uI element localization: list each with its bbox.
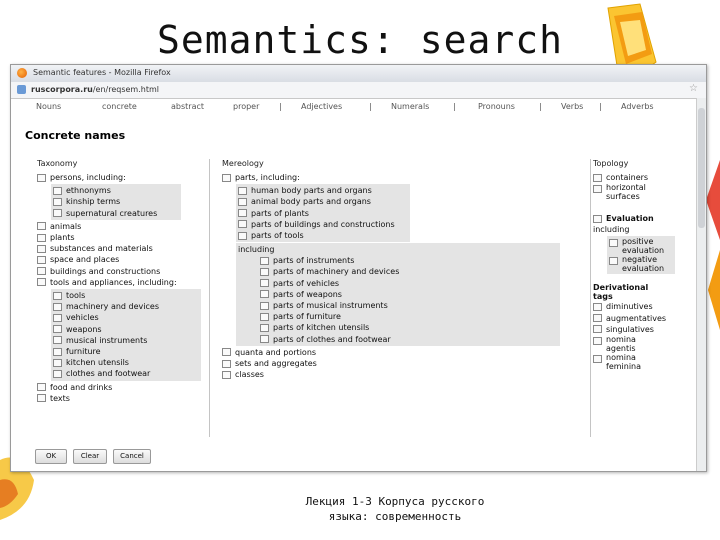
checkbox-furniture[interactable]: furniture	[53, 346, 199, 357]
mereology-column	[222, 159, 591, 437]
topology-title: Topology	[593, 159, 629, 168]
checkbox-positive-evaluation[interactable]: positive evaluation	[609, 237, 673, 255]
checkbox-weapons[interactable]: weapons	[53, 324, 199, 335]
checkbox-augmentatives[interactable]: augmentatives	[593, 313, 693, 324]
window-title: Semantic features - Mozilla Firefox	[33, 68, 171, 77]
checkbox-parts-vehicles[interactable]: parts of vehicles	[260, 278, 558, 289]
checkbox-parts-instruments[interactable]: parts of instruments	[260, 255, 558, 266]
checkbox-tools-appliances[interactable]: tools and appliances, including:	[37, 277, 209, 288]
checkbox-negative-evaluation[interactable]: negative evaluation	[609, 255, 673, 273]
checkbox-parts-musical[interactable]: parts of musical instruments	[260, 300, 558, 311]
checkbox-containers[interactable]: containers	[593, 172, 693, 183]
checkbox-parts-plants[interactable]: parts of plants	[238, 208, 408, 219]
checkbox-plants[interactable]: plants	[37, 232, 209, 243]
checkbox-nomina-feminina[interactable]: nomina feminina	[593, 353, 693, 371]
nav-adverbs[interactable]: Adverbs	[621, 102, 654, 111]
checkbox-supernatural-creatures[interactable]: supernatural creatures	[53, 208, 179, 219]
topology-column	[593, 159, 693, 437]
nav-abstract[interactable]: abstract	[171, 102, 205, 111]
checkbox-kitchen-utensils[interactable]: kitchen utensils	[53, 357, 199, 368]
checkbox-space-places[interactable]: space and places	[37, 254, 209, 265]
checkbox-nomina-agentis[interactable]: nomina agentis	[593, 335, 693, 353]
including-label: including	[238, 245, 275, 255]
slide-footer	[270, 494, 520, 524]
nav-verbs[interactable]: Verbs	[561, 102, 584, 111]
checkbox-persons[interactable]: persons, including:	[37, 172, 209, 183]
evaluation-including-label: including	[593, 225, 630, 235]
cancel-button[interactable]: Cancel	[113, 449, 151, 464]
checkbox-parts-tools[interactable]: parts of tools	[238, 230, 408, 241]
nav-separator: |	[539, 102, 542, 111]
bookmark-star-icon[interactable]: ☆	[689, 83, 698, 94]
checkbox-animal-body-parts[interactable]: animal body parts and organs	[238, 196, 408, 207]
checkbox-classes[interactable]: classes	[222, 369, 590, 380]
checkbox-diminutives[interactable]: diminutives	[593, 301, 693, 312]
url-domain[interactable]: ruscorpora.ru	[31, 85, 93, 94]
including-subgroup	[236, 243, 560, 346]
nav-separator: |	[369, 102, 372, 111]
address-bar[interactable]	[11, 82, 706, 99]
checkbox-machinery[interactable]: machinery and devices	[53, 301, 199, 312]
checkbox-substances[interactable]: substances and materials	[37, 243, 209, 254]
persons-subgroup	[51, 184, 181, 220]
nav-pronouns[interactable]: Pronouns	[478, 102, 515, 111]
nav-separator: |	[599, 102, 602, 111]
checkbox-parts-weapons[interactable]: parts of weapons	[260, 289, 558, 300]
checkbox-kinship-terms[interactable]: kinship terms	[53, 196, 179, 207]
checkbox-human-body-parts[interactable]: human body parts and organs	[238, 185, 408, 196]
parts-subgroup	[236, 184, 410, 242]
browser-titlebar	[11, 65, 706, 83]
nav-concrete[interactable]: concrete	[102, 102, 137, 111]
checkbox-parts-furniture[interactable]: parts of furniture	[260, 311, 558, 322]
browser-window	[10, 64, 707, 472]
nav-numerals[interactable]: Numerals	[391, 102, 430, 111]
checkbox-vehicles[interactable]: vehicles	[53, 312, 199, 323]
mereology-title: Mereology	[222, 159, 264, 168]
checkbox-horizontal-surfaces[interactable]: horizontal surfaces	[593, 183, 693, 201]
checkbox-sets[interactable]: sets and aggregates	[222, 358, 590, 369]
checkbox-clothes-footwear[interactable]: clothes and footwear	[53, 368, 199, 379]
nav-nouns[interactable]: Nouns	[36, 102, 62, 111]
derivational-tags-title: Derivational tags	[593, 283, 649, 302]
checkbox-parts-machinery[interactable]: parts of machinery and devices	[260, 266, 558, 277]
checkbox-food-drinks[interactable]: food and drinks	[37, 382, 209, 393]
url-path[interactable]: /en/reqsem.html	[92, 85, 159, 94]
slide-title: Semantics: search	[157, 18, 563, 62]
checkbox-texts[interactable]: texts	[37, 393, 209, 404]
footer-line-1: Лекция 1-3 Корпуса русского	[305, 495, 485, 508]
site-icon	[17, 85, 26, 94]
clear-button[interactable]: Clear	[73, 449, 107, 464]
nav-adjectives[interactable]: Adjectives	[301, 102, 343, 111]
checkbox-tools[interactable]: tools	[53, 290, 199, 301]
scrollbar[interactable]	[696, 98, 706, 471]
footer-line-2: языка: современность	[328, 510, 462, 523]
nav-separator: |	[279, 102, 282, 111]
checkbox-quanta[interactable]: quanta and portions	[222, 347, 590, 358]
evaluation-subgroup	[607, 236, 675, 274]
checkbox-animals[interactable]: animals	[37, 221, 209, 232]
checkbox-musical-instruments[interactable]: musical instruments	[53, 335, 199, 346]
checkbox-ethnonyms[interactable]: ethnonyms	[53, 185, 179, 196]
checkbox-parts[interactable]: parts, including:	[222, 172, 590, 183]
category-nav	[11, 100, 706, 114]
checkbox-parts-buildings[interactable]: parts of buildings and constructions	[238, 219, 408, 230]
checkbox-singulatives[interactable]: singulatives	[593, 324, 693, 335]
checkbox[interactable]	[37, 174, 46, 182]
checkbox-parts-kitchen[interactable]: parts of kitchen utensils	[260, 322, 558, 333]
scrollbar-thumb[interactable]	[698, 108, 705, 228]
ok-button[interactable]: OK	[35, 449, 67, 464]
checkbox-evaluation[interactable]: Evaluation	[593, 213, 693, 224]
taxonomy-column	[37, 159, 210, 437]
checkbox-buildings[interactable]: buildings and constructions	[37, 266, 209, 277]
page-heading: Concrete names	[25, 129, 126, 142]
checkbox-parts-clothes[interactable]: parts of clothes and footwear	[260, 334, 558, 345]
taxonomy-title: Taxonomy	[37, 159, 78, 168]
firefox-icon	[17, 68, 27, 78]
tools-subgroup	[51, 289, 201, 381]
nav-separator: |	[453, 102, 456, 111]
nav-proper[interactable]: proper	[233, 102, 260, 111]
